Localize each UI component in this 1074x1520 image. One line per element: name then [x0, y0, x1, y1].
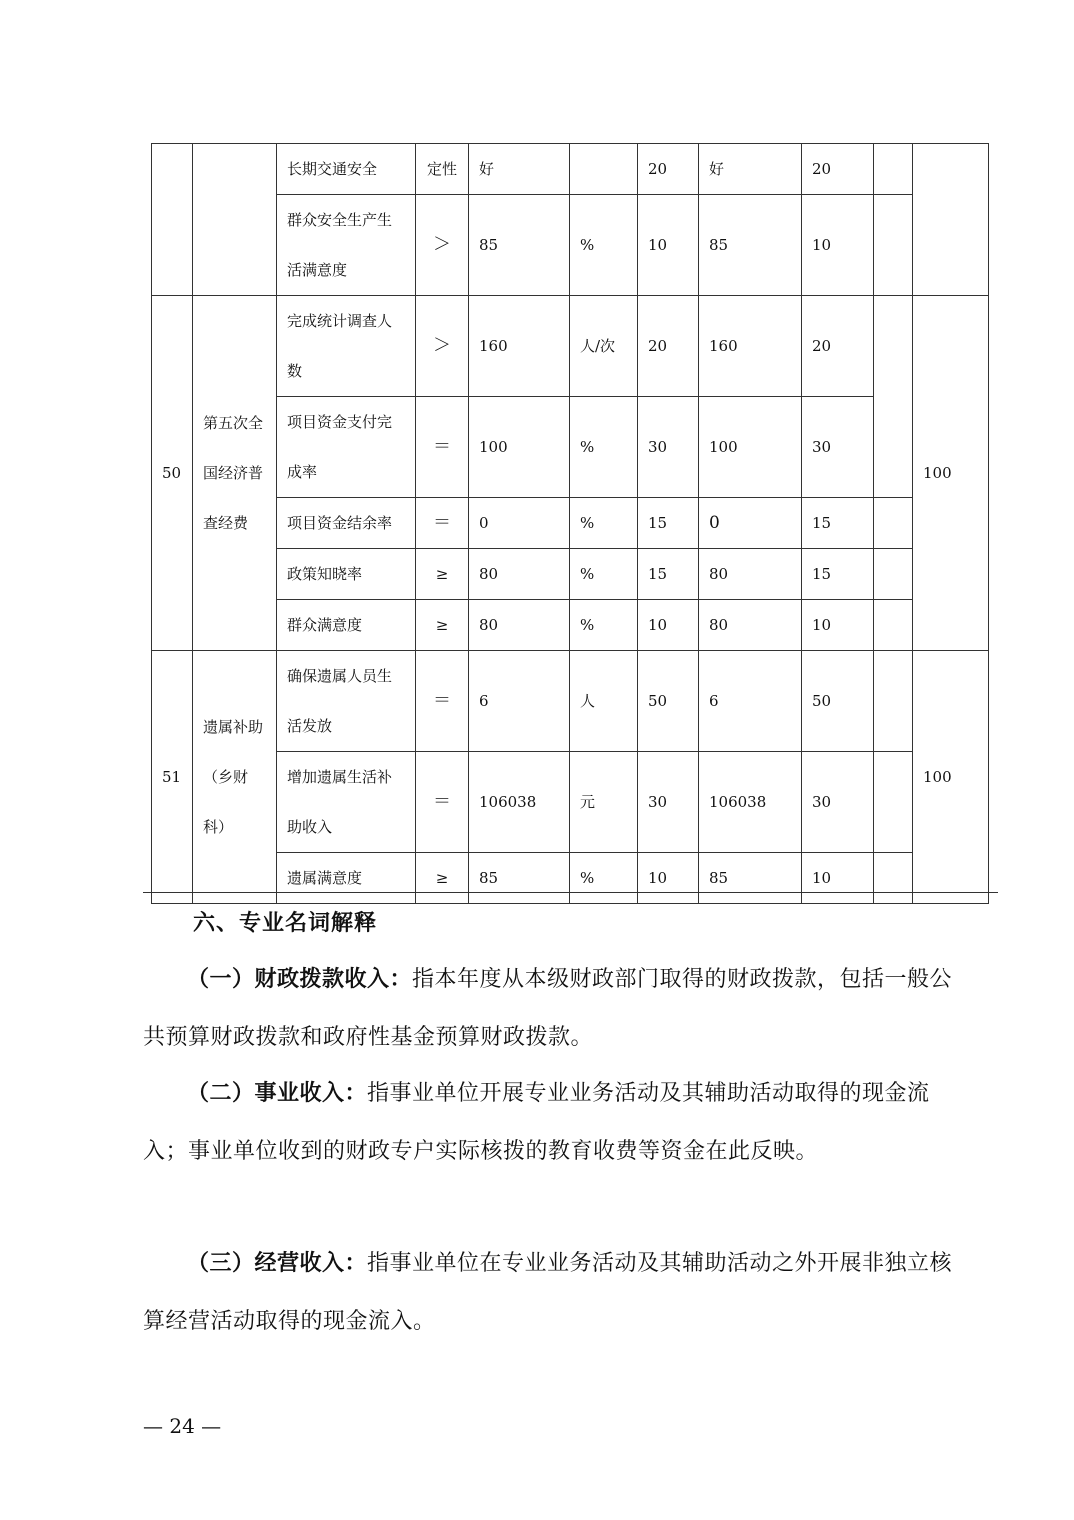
- table-row: [152, 195, 989, 296]
- weight-cell: 10: [638, 195, 699, 296]
- score-cell: 30: [802, 752, 874, 853]
- note-cell: [874, 651, 913, 752]
- weight-cell: 10: [638, 600, 699, 651]
- unit-cell: %: [570, 397, 638, 498]
- indicator-cell: 完成统计调查人数: [277, 296, 416, 397]
- table-row: [152, 853, 989, 904]
- unit-cell: %: [570, 853, 638, 904]
- no-cell: [152, 144, 193, 296]
- symbol-cell: ＝: [416, 752, 469, 853]
- table-row: [152, 296, 989, 397]
- weight-cell: 15: [638, 498, 699, 549]
- symbol-cell: ≥: [416, 853, 469, 904]
- table-row: [152, 144, 989, 195]
- table-bottom-rule: [143, 892, 998, 893]
- section-title: 六、专业名词解释: [193, 910, 378, 936]
- target-cell: 0: [469, 498, 570, 549]
- unit-cell: 人: [570, 651, 638, 752]
- definition-paragraph: [143, 1234, 953, 1351]
- score-cell: 10: [802, 853, 874, 904]
- actual-cell: 80: [699, 600, 802, 651]
- note-cell: [874, 144, 913, 195]
- definition-term: （一）财政拨款收入：: [187, 966, 413, 992]
- symbol-cell: ＝: [416, 397, 469, 498]
- table-row: [152, 752, 989, 853]
- weight-cell: 50: [638, 651, 699, 752]
- score-cell: 50: [802, 651, 874, 752]
- actual-cell: 好: [699, 144, 802, 195]
- target-cell: 85: [469, 853, 570, 904]
- table-row: [152, 397, 989, 498]
- actual-cell: 85: [699, 195, 802, 296]
- target-cell: 6: [469, 651, 570, 752]
- score-cell: 10: [802, 600, 874, 651]
- weight-cell: 30: [638, 752, 699, 853]
- symbol-cell: ＝: [416, 651, 469, 752]
- actual-cell: 160: [699, 296, 802, 397]
- target-cell: 80: [469, 549, 570, 600]
- total-cell: 100: [913, 651, 989, 904]
- symbol-cell: 定性: [416, 144, 469, 195]
- score-cell: 15: [802, 549, 874, 600]
- actual-cell: 0: [699, 498, 802, 549]
- actual-cell: 6: [699, 651, 802, 752]
- note-cell: [874, 752, 913, 853]
- symbol-cell: ＝: [416, 498, 469, 549]
- indicator-cell: 群众满意度: [277, 600, 416, 651]
- note-cell: [874, 600, 913, 651]
- target-cell: 80: [469, 600, 570, 651]
- performance-table: [151, 143, 989, 904]
- score-cell: 20: [802, 144, 874, 195]
- weight-cell: 15: [638, 549, 699, 600]
- indicator-cell: 群众安全生产生活满意度: [277, 195, 416, 296]
- note-cell: [874, 853, 913, 904]
- indicator-cell: 项目资金结余率: [277, 498, 416, 549]
- weight-cell: 20: [638, 296, 699, 397]
- indicator-cell: 增加遗属生活补助收入: [277, 752, 416, 853]
- indicator-cell: 项目资金支付完成率: [277, 397, 416, 498]
- score-cell: 15: [802, 498, 874, 549]
- total-cell: [913, 144, 989, 296]
- definition-paragraph: [143, 950, 953, 1067]
- symbol-cell: ＞: [416, 195, 469, 296]
- weight-cell: 30: [638, 397, 699, 498]
- symbol-cell: ＞: [416, 296, 469, 397]
- target-cell: 160: [469, 296, 570, 397]
- indicator-cell: 政策知晓率: [277, 549, 416, 600]
- note-cell: [874, 549, 913, 600]
- actual-cell: 100: [699, 397, 802, 498]
- unit-cell: %: [570, 600, 638, 651]
- definition-paragraph: [143, 1064, 953, 1181]
- unit-cell: [570, 144, 638, 195]
- unit-cell: %: [570, 195, 638, 296]
- target-cell: 106038: [469, 752, 570, 853]
- unit-cell: 元: [570, 752, 638, 853]
- target-cell: 100: [469, 397, 570, 498]
- symbol-cell: ≥: [416, 549, 469, 600]
- no-cell: 50: [152, 296, 193, 651]
- indicator-cell: 长期交通安全: [277, 144, 416, 195]
- score-cell: 30: [802, 397, 874, 498]
- symbol-cell: ≥: [416, 600, 469, 651]
- page-number: — 24 —: [143, 1414, 222, 1438]
- note-cell: [874, 195, 913, 296]
- definition-term: （二）事业收入：: [187, 1080, 368, 1106]
- definition-text: 指本年度从本级财政部门取得的财政拨款，包括一般公共预算财政拨款和政府性基金预算财政拨款。: [143, 967, 953, 1050]
- indicator-cell: 遗属满意度: [277, 853, 416, 904]
- weight-cell: 20: [638, 144, 699, 195]
- project-cell: [193, 144, 277, 296]
- table-row: [152, 651, 989, 752]
- table-row: [152, 600, 989, 651]
- weight-cell: 10: [638, 853, 699, 904]
- target-cell: 好: [469, 144, 570, 195]
- table-row: [152, 549, 989, 600]
- actual-cell: 80: [699, 549, 802, 600]
- project-cell: 第五次全国经济普查经费: [193, 296, 277, 651]
- no-cell: 51: [152, 651, 193, 904]
- note-cell: [874, 296, 913, 498]
- unit-cell: 人/次: [570, 296, 638, 397]
- total-cell: 100: [913, 296, 989, 651]
- score-cell: 20: [802, 296, 874, 397]
- indicator-cell: 确保遗属人员生活发放: [277, 651, 416, 752]
- project-cell: 遗属补助（乡财科）: [193, 651, 277, 904]
- definition-text: 指事业单位在专业业务活动及其辅助活动之外开展非独立核算经营活动取得的现金流入。: [143, 1251, 953, 1334]
- unit-cell: %: [570, 549, 638, 600]
- target-cell: 85: [469, 195, 570, 296]
- table-row: [152, 498, 989, 549]
- definition-term: （三）经营收入：: [187, 1250, 368, 1276]
- definition-text: 指事业单位开展专业业务活动及其辅助活动取得的现金流入；事业单位收到的财政专户实际核拨的教育收费等资金在此反映。: [143, 1081, 930, 1164]
- actual-cell: 106038: [699, 752, 802, 853]
- score-cell: 10: [802, 195, 874, 296]
- actual-cell: 85: [699, 853, 802, 904]
- unit-cell: %: [570, 498, 638, 549]
- note-cell: [874, 498, 913, 549]
